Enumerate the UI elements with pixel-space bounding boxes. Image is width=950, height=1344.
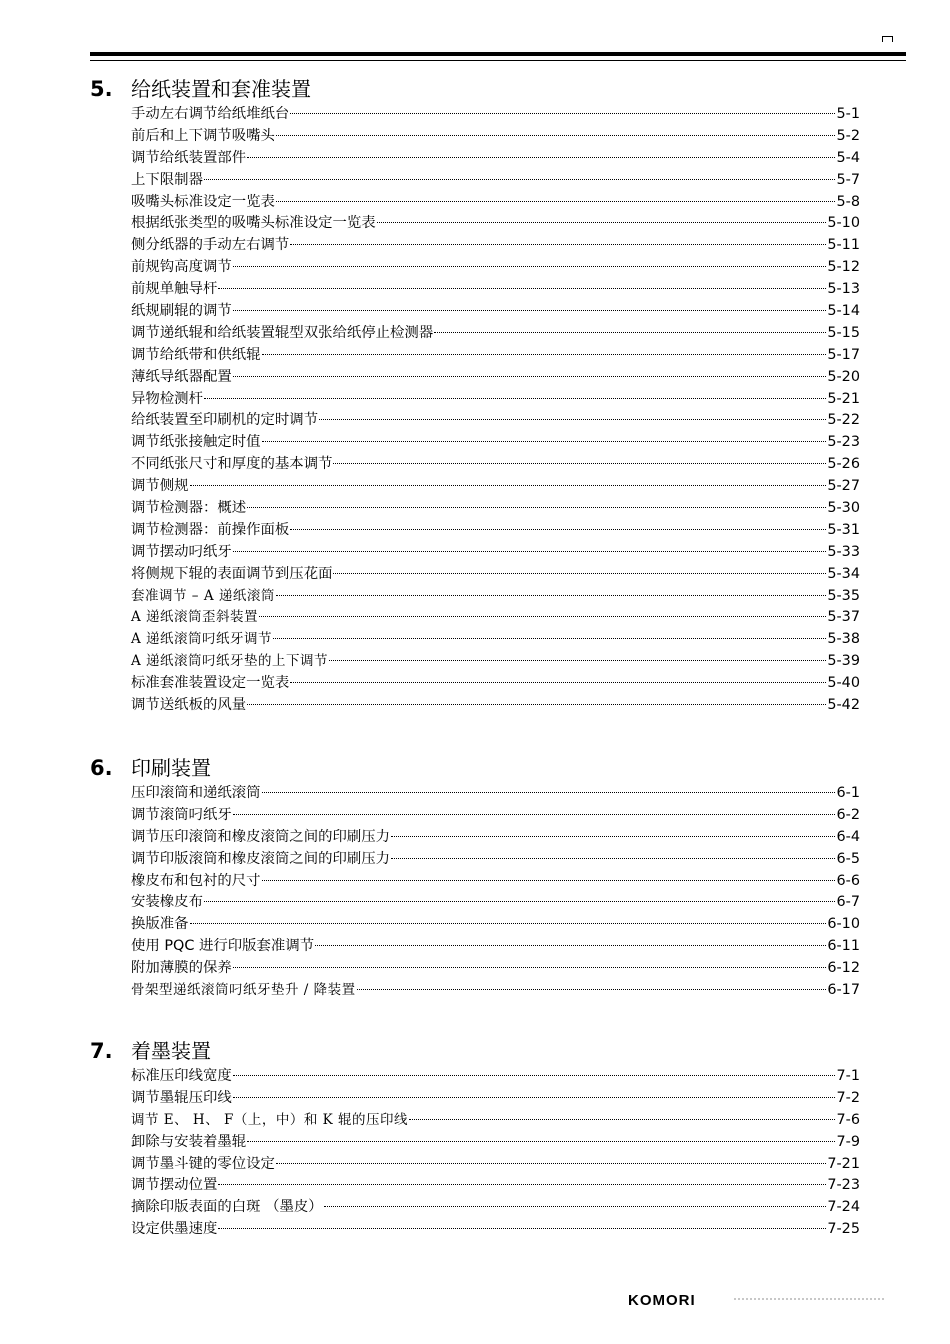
toc-entry[interactable] bbox=[131, 1110, 860, 1132]
toc-entry[interactable] bbox=[131, 389, 860, 411]
section-number: 6. bbox=[90, 756, 113, 780]
toc-entry-label: 纸规刷辊的调节 bbox=[131, 303, 232, 320]
toc-entry-page: 5-12 bbox=[827, 259, 860, 276]
footer-faint-text bbox=[734, 1298, 884, 1304]
toc-entry-page: 5-14 bbox=[827, 303, 860, 320]
toc-entry-label: 调节检测器：概述 bbox=[131, 500, 247, 517]
toc-entry-label: 调节侧规 bbox=[131, 478, 189, 495]
dot-leader bbox=[218, 1228, 826, 1229]
toc-entry[interactable] bbox=[131, 170, 860, 192]
toc-entry-page: 5-1 bbox=[836, 106, 860, 122]
toc-entry-page: 7-1 bbox=[836, 1068, 860, 1084]
toc-entry-page: 5-38 bbox=[827, 631, 860, 648]
toc-entry[interactable] bbox=[131, 1175, 860, 1197]
toc-entry[interactable] bbox=[131, 980, 860, 1002]
toc-entry-label: 给纸装置至印刷机的定时调节 bbox=[131, 412, 319, 429]
toc-entry-label: 调节给纸带和供纸辊 bbox=[131, 346, 261, 363]
toc-entry-label: 异物检测杆 bbox=[131, 390, 203, 407]
section-number: 5. bbox=[90, 77, 113, 101]
dot-leader bbox=[262, 880, 836, 881]
dot-leader bbox=[276, 135, 836, 136]
dot-leader bbox=[204, 901, 836, 902]
toc-entry[interactable] bbox=[131, 498, 860, 520]
toc-entry[interactable] bbox=[131, 213, 860, 235]
toc-entry-page: 5-26 bbox=[827, 456, 860, 473]
toc-entry-page: 6-11 bbox=[827, 938, 860, 955]
toc-entry-label: 手动左右调节给纸堆纸台 bbox=[131, 106, 290, 122]
toc-entry-page: 6-12 bbox=[827, 960, 860, 977]
header-rule bbox=[90, 52, 906, 56]
toc-entry-label: 前后和上下调节吸嘴头 bbox=[131, 127, 275, 144]
corner-mark bbox=[882, 36, 893, 42]
dot-leader bbox=[262, 792, 836, 793]
dot-leader bbox=[377, 222, 827, 223]
dot-leader bbox=[315, 945, 826, 946]
toc-entry[interactable] bbox=[131, 892, 860, 914]
toc-entry-page: 5-35 bbox=[827, 587, 860, 604]
toc-entry[interactable] bbox=[131, 827, 860, 849]
toc-entry[interactable] bbox=[131, 301, 860, 323]
toc-entry[interactable] bbox=[131, 1154, 860, 1176]
toc-entry-page: 5-37 bbox=[827, 609, 860, 626]
dot-leader bbox=[190, 485, 827, 486]
toc-entry[interactable] bbox=[131, 1088, 860, 1110]
toc-entry[interactable] bbox=[131, 323, 860, 345]
toc-entry[interactable] bbox=[131, 871, 860, 893]
toc-entry-page: 5-30 bbox=[827, 500, 860, 517]
dot-leader bbox=[434, 332, 826, 333]
dot-leader bbox=[233, 1097, 836, 1098]
toc-entry[interactable] bbox=[131, 279, 860, 301]
section-number: 7. bbox=[90, 1039, 113, 1063]
toc-entry-page: 5-8 bbox=[836, 193, 860, 210]
toc-entry-page: 7-23 bbox=[827, 1177, 860, 1194]
toc-entry-label: 吸嘴头标准设定一览表 bbox=[131, 193, 275, 210]
toc-entry-label: 上下限制器 bbox=[131, 171, 203, 188]
dot-leader bbox=[204, 398, 826, 399]
toc-entry-page: 6-5 bbox=[836, 850, 860, 867]
toc-entry-page: 7-9 bbox=[836, 1133, 860, 1150]
toc-entry[interactable] bbox=[131, 367, 860, 389]
dot-leader bbox=[276, 595, 826, 596]
section-6 bbox=[90, 753, 860, 1002]
toc-entry-page: 6-4 bbox=[836, 828, 860, 845]
toc-entry[interactable] bbox=[131, 586, 860, 608]
toc-entry-page: 6-1 bbox=[836, 785, 860, 801]
section-5 bbox=[90, 74, 860, 717]
toc-entry[interactable] bbox=[131, 1197, 860, 1219]
toc-entry[interactable] bbox=[131, 1219, 860, 1241]
dot-leader bbox=[290, 529, 826, 530]
toc-entry-page: 5-15 bbox=[827, 324, 860, 341]
toc-entry-label: 骨架型递纸滚筒叼纸牙垫升 / 降装置 bbox=[131, 982, 356, 999]
toc-entry-label: 使用 PQC 进行印版套准调节 bbox=[131, 938, 315, 955]
toc-entry[interactable] bbox=[131, 104, 860, 126]
dot-leader bbox=[276, 1163, 826, 1164]
dot-leader bbox=[259, 616, 826, 617]
toc-entry-label: 调节摆动叼纸牙 bbox=[131, 543, 232, 560]
dot-leader bbox=[247, 704, 826, 705]
dot-leader bbox=[233, 310, 827, 311]
dot-leader bbox=[391, 836, 835, 837]
toc-entry-label: 前规单触导杆 bbox=[131, 281, 218, 298]
dot-leader bbox=[290, 244, 826, 245]
toc-entry-page: 6-17 bbox=[827, 982, 860, 999]
toc-entry[interactable] bbox=[131, 673, 860, 695]
dot-leader bbox=[233, 1075, 836, 1076]
toc-entry-label: 套准调节 – A 递纸滚筒 bbox=[131, 587, 275, 604]
section-7 bbox=[90, 1036, 860, 1241]
toc-entry[interactable] bbox=[131, 1132, 860, 1154]
toc-entry-page: 5-27 bbox=[827, 478, 860, 495]
toc-entry-label: 标准套准装置设定一览表 bbox=[131, 675, 290, 692]
toc-entry-page: 5-31 bbox=[827, 521, 860, 538]
toc-entry-page: 7-6 bbox=[836, 1111, 860, 1128]
toc-entry[interactable] bbox=[131, 958, 860, 980]
toc-entry[interactable] bbox=[131, 629, 860, 651]
section-heading bbox=[90, 74, 860, 104]
toc-entry-page: 5-2 bbox=[836, 127, 860, 144]
toc-entry[interactable] bbox=[131, 936, 860, 958]
toc-entry[interactable] bbox=[131, 148, 860, 170]
dot-leader bbox=[273, 638, 826, 639]
toc-entry-label: 橡皮布和包衬的尺寸 bbox=[131, 872, 261, 889]
toc-entry-page: 5-22 bbox=[827, 412, 860, 429]
toc-entry-label: 设定供墨速度 bbox=[131, 1221, 218, 1238]
toc-entry-page: 6-10 bbox=[827, 916, 860, 933]
toc-entry-label: 调节给纸装置部件 bbox=[131, 149, 247, 166]
toc-entry-page: 5-21 bbox=[827, 390, 860, 407]
dot-leader bbox=[218, 1184, 826, 1185]
toc-entry-label: A 递纸滚筒叼纸牙调节 bbox=[131, 631, 273, 648]
toc-entry[interactable] bbox=[131, 849, 860, 871]
header-rule-thin bbox=[90, 60, 906, 61]
toc-entry-label: 调节墨斗键的零位设定 bbox=[131, 1155, 275, 1172]
dot-leader bbox=[391, 858, 835, 859]
dot-leader bbox=[233, 551, 827, 552]
toc-entry[interactable] bbox=[131, 914, 860, 936]
toc-entry[interactable] bbox=[131, 805, 860, 827]
section-title: 给纸装置和套准装置 bbox=[131, 77, 311, 101]
toc-entry-page: 7-25 bbox=[827, 1221, 860, 1238]
toc-entry-page: 5-23 bbox=[827, 434, 860, 451]
toc-entry-label: 将侧规下辊的表面调节到压花面 bbox=[131, 565, 333, 582]
dot-leader bbox=[262, 441, 827, 442]
toc-entry-label: 调节摆动位置 bbox=[131, 1177, 218, 1194]
toc-entry-label: 调节纸张接触定时值 bbox=[131, 434, 261, 451]
toc-entry-page: 7-2 bbox=[836, 1089, 860, 1106]
toc-entry-label: 侧分纸器的手动左右调节 bbox=[131, 237, 290, 254]
dot-leader bbox=[357, 989, 827, 990]
toc-entry-page: 5-39 bbox=[827, 653, 860, 670]
toc-entry-label: 薄纸导纸器配置 bbox=[131, 368, 232, 385]
dot-leader bbox=[204, 179, 836, 180]
toc-entry-page: 5-42 bbox=[827, 697, 860, 714]
toc-entry-page: 6-6 bbox=[836, 872, 860, 889]
toc-entry-page: 7-21 bbox=[827, 1155, 860, 1172]
dot-leader bbox=[247, 1141, 835, 1142]
toc-entry-label: 不同纸张尺寸和厚度的基本调节 bbox=[131, 456, 333, 473]
toc-entry-label: 调节印版滚筒和橡皮滚筒之间的印刷压力 bbox=[131, 850, 391, 867]
dot-leader bbox=[247, 507, 826, 508]
toc-entry[interactable] bbox=[131, 542, 860, 564]
dot-leader bbox=[190, 923, 827, 924]
toc-entry-label: 调节 E、 H、 F（上，中）和 K 辊的压印线 bbox=[131, 1111, 409, 1128]
toc-entry-label: 调节滚筒叼纸牙 bbox=[131, 806, 232, 823]
dot-leader bbox=[333, 463, 826, 464]
toc-entry-label: 附加薄膜的保养 bbox=[131, 960, 232, 977]
dot-leader bbox=[233, 967, 827, 968]
toc-entry[interactable] bbox=[131, 651, 860, 673]
dot-leader bbox=[233, 376, 827, 377]
toc-entry-label: 调节墨辊压印线 bbox=[131, 1089, 232, 1106]
toc-entry[interactable] bbox=[131, 257, 860, 279]
toc-entry[interactable] bbox=[131, 520, 860, 542]
toc-list bbox=[90, 1066, 860, 1241]
toc-entry-page: 5-34 bbox=[827, 565, 860, 582]
section-heading bbox=[90, 753, 860, 783]
toc-entry[interactable] bbox=[131, 345, 860, 367]
toc-entry-page: 6-2 bbox=[836, 806, 860, 823]
dot-leader bbox=[333, 573, 826, 574]
section-heading bbox=[90, 1036, 860, 1066]
toc-entry-page: 6-7 bbox=[836, 894, 860, 911]
toc-entry-label: A 递纸滚筒歪斜装置 bbox=[131, 609, 259, 626]
toc-entry[interactable] bbox=[131, 695, 860, 717]
toc-entry-label: 压印滚筒和递纸滚筒 bbox=[131, 785, 261, 801]
toc-entry-label: 调节检测器：前操作面板 bbox=[131, 521, 290, 538]
toc-entry[interactable] bbox=[131, 1066, 860, 1088]
toc-entry[interactable] bbox=[131, 607, 860, 629]
toc-entry-page: 5-33 bbox=[827, 543, 860, 560]
toc-entry-page: 5-4 bbox=[836, 149, 860, 166]
toc-entry-label: 前规钩高度调节 bbox=[131, 259, 232, 276]
toc-entry[interactable] bbox=[131, 476, 860, 498]
toc-entry[interactable] bbox=[131, 192, 860, 214]
toc-entry[interactable] bbox=[131, 410, 860, 432]
dot-leader bbox=[218, 288, 826, 289]
toc-entry-page: 5-7 bbox=[836, 171, 860, 188]
toc-entry-page: 5-40 bbox=[827, 675, 860, 692]
dot-leader bbox=[409, 1119, 835, 1120]
toc-entry-label: A 递纸滚筒叼纸牙垫的上下调节 bbox=[131, 653, 329, 670]
dot-leader bbox=[233, 266, 827, 267]
toc-entry-page: 7-24 bbox=[827, 1199, 860, 1216]
toc-entry-page: 5-10 bbox=[827, 215, 860, 232]
dot-leader bbox=[233, 814, 836, 815]
dot-leader bbox=[329, 660, 826, 661]
toc-entry-label: 调节送纸板的风量 bbox=[131, 697, 247, 714]
dot-leader bbox=[247, 157, 835, 158]
dot-leader bbox=[262, 354, 827, 355]
toc-entry[interactable] bbox=[131, 564, 860, 586]
section-title: 印刷装置 bbox=[131, 756, 211, 780]
toc-entry[interactable] bbox=[131, 454, 860, 476]
toc-entry-label: 摘除印版表面的白斑 （墨皮） bbox=[131, 1199, 323, 1216]
toc-entry-label: 卸除与安装着墨辊 bbox=[131, 1133, 247, 1150]
toc-entry-page: 5-20 bbox=[827, 368, 860, 385]
toc-entry-label: 调节递纸辊和给纸装置辊型双张给纸停止检测器 bbox=[131, 324, 434, 341]
dot-leader bbox=[276, 201, 836, 202]
dot-leader bbox=[290, 113, 835, 114]
dot-leader bbox=[290, 682, 826, 683]
toc-entry[interactable] bbox=[131, 432, 860, 454]
toc-entry-label: 标准压印线宽度 bbox=[131, 1068, 232, 1084]
toc-entry-label: 换版准备 bbox=[131, 916, 189, 933]
toc-entry[interactable] bbox=[131, 783, 860, 805]
toc-entry-label: 根据纸张类型的吸嘴头标准设定一览表 bbox=[131, 215, 376, 232]
toc-entry-label: 调节压印滚筒和橡皮滚筒之间的印刷压力 bbox=[131, 828, 391, 845]
toc-entry[interactable] bbox=[131, 126, 860, 148]
toc-list bbox=[90, 104, 860, 717]
dot-leader bbox=[324, 1206, 827, 1207]
toc-entry-page: 5-13 bbox=[827, 281, 860, 298]
toc-list bbox=[90, 783, 860, 1002]
section-title: 着墨装置 bbox=[131, 1039, 211, 1063]
dot-leader bbox=[319, 419, 826, 420]
toc-entry-label: 安装橡皮布 bbox=[131, 894, 203, 911]
toc-entry-page: 5-11 bbox=[827, 237, 860, 254]
komori-logo: KOMORI bbox=[628, 1292, 696, 1309]
toc-entry[interactable] bbox=[131, 235, 860, 257]
toc-entry-page: 5-17 bbox=[827, 346, 860, 363]
